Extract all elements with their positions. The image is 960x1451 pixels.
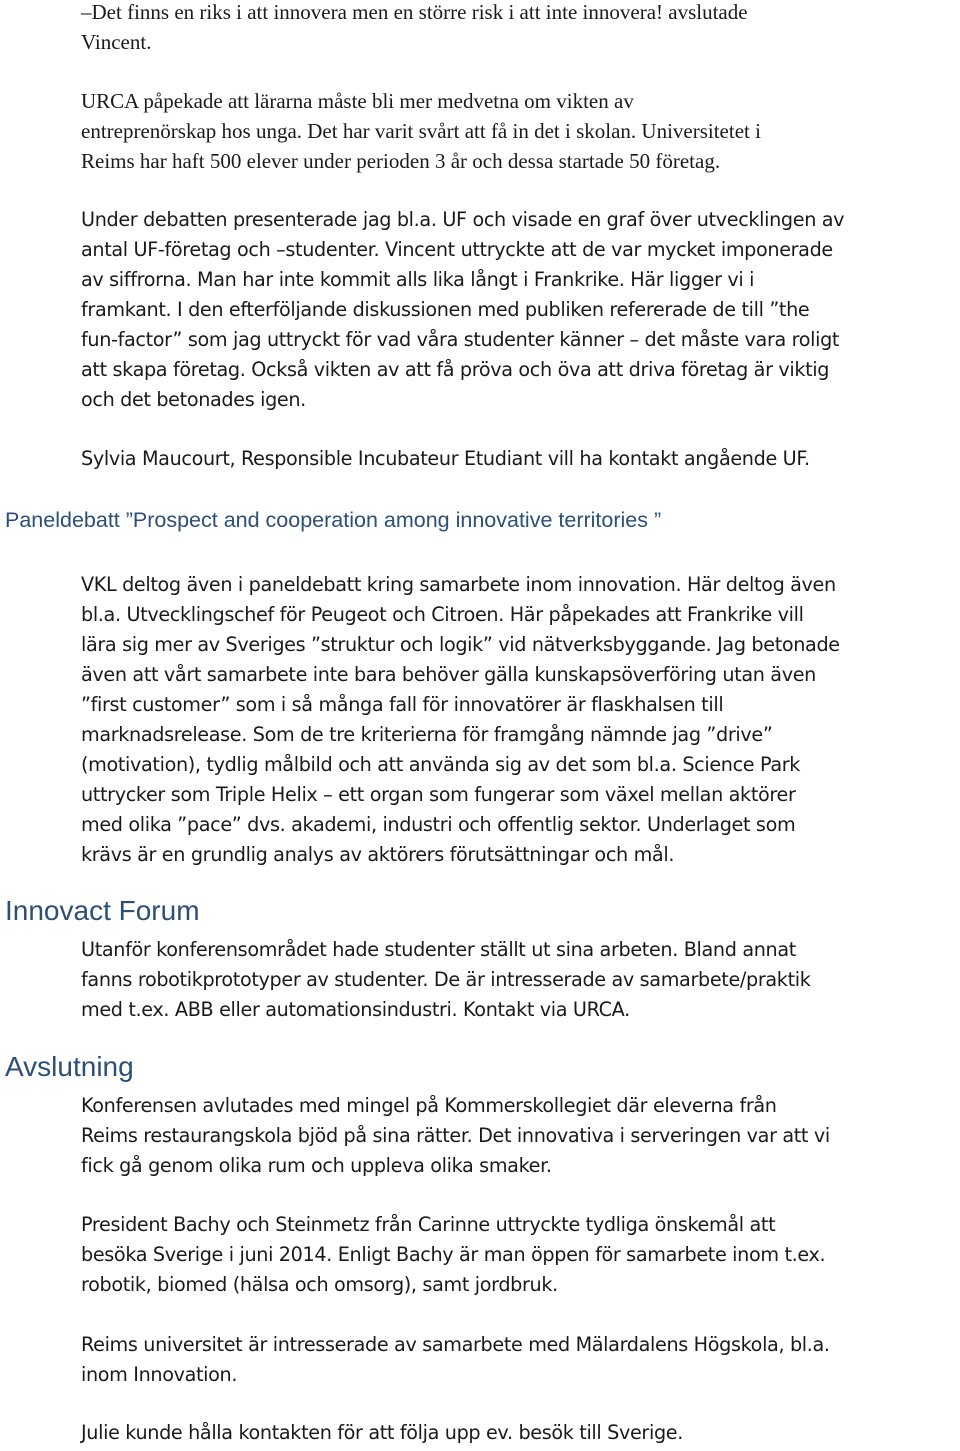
- forum-line-1: Utanför konferensområdet hade studenter ställt ut sina arbeten. Bland annat: [81, 938, 796, 961]
- panel-line-4: även att vårt samarbete inte bara behöver gälla kunskapsöverföring utan även: [81, 663, 816, 686]
- panel-line-6: marknadsrelease. Som de tre kriterierna för framgång nämnde jag ”drive”: [81, 723, 773, 746]
- panel-line-9: med olika ”pace” dvs. akademi, industri och offentlig sektor. Underlaget som: [81, 813, 796, 836]
- closing-p3-line-1: Reims universitet är intresserade av samarbete med Mälardalens Högskola, bl.a.: [81, 1333, 830, 1356]
- closing-heading: Avslutning: [5, 1051, 134, 1082]
- debate-line-4: framkant. I den efterföljande diskussionen med publiken refererade de till ”the: [81, 298, 810, 321]
- closing-p1-line-2: Reims restaurangskola bjöd på sina rätter. Det innovativa i serveringen var att vi: [81, 1124, 830, 1147]
- closing-p2-line-3: robotik, biomed (hälsa och omsorg), samt jordbruk.: [81, 1273, 558, 1296]
- forum-line-2: fanns robotikprototyper av studenter. De är intresserade av samarbete/praktik: [81, 968, 811, 991]
- closing-p1-line-3: fick gå genom olika rum och uppleva olika smaker.: [81, 1154, 552, 1177]
- closing-p2-line-1: President Bachy och Steinmetz från Carinne uttryckte tydliga önskemål att: [81, 1213, 776, 1236]
- debate-line-7: och det betonades igen.: [81, 388, 306, 411]
- closing-p1-line-1: Konferensen avlutades med mingel på Kommerskollegiet där eleverna från: [81, 1094, 777, 1117]
- debate-line-3: av siffrorna. Man har inte kommit alls lika långt i Frankrike. Här ligger vi i: [81, 268, 755, 291]
- urca-line-1: URCA påpekade att lärarna måste bli mer medvetna om vikten av: [81, 89, 634, 113]
- closing-p3-line-2: inom Innovation.: [81, 1363, 238, 1386]
- panel-line-8: uttrycker som Triple Helix – ett organ som fungerar som växel mellan aktörer: [81, 783, 796, 806]
- panel-line-3: lära sig mer av Sveriges ”struktur och logik” vid nätverksbyggande. Jag betonade: [81, 633, 840, 656]
- intro-line-1: –Det finns en riks i att innovera men en större risk i att inte innovera! avslutade: [81, 0, 748, 24]
- debate-line-6: att skapa företag. Också vikten av att få pröva och öva att driva företag är viktig: [81, 358, 830, 381]
- panel-line-5: ”first customer” som i så många fall för innovatörer är flaskhalsen till: [81, 693, 724, 716]
- closing-p2-line-2: besöka Sverige i juni 2014. Enligt Bachy är man öppen för samarbete inom t.ex.: [81, 1243, 826, 1266]
- panel-line-7: (motivation), tydlig målbild och att använda sig av det som bl.a. Science Park: [81, 753, 801, 776]
- debate-line-5: fun-factor” som jag uttryckt för vad våra studenter känner – det måste vara roligt: [81, 328, 840, 351]
- debate-line-2: antal UF-företag och –studenter. Vincent uttryckte att de var mycket imponerade: [81, 238, 833, 261]
- closing-p4-line-1: Julie kunde hålla kontakten för att följa upp ev. besök till Sverige.: [81, 1421, 683, 1444]
- forum-heading: Innovact Forum: [5, 895, 200, 926]
- panel-heading: Paneldebatt ”Prospect and cooperation among innovative territories ”: [5, 508, 662, 532]
- urca-line-3: Reims har haft 500 elever under perioden 3 år och dessa startade 50 företag.: [81, 149, 721, 173]
- sylvia-line: Sylvia Maucourt, Responsible Incubateur Etudiant vill ha kontakt angående UF.: [81, 447, 810, 470]
- forum-line-3: med t.ex. ABB eller automationsindustri. Kontakt via URCA.: [81, 998, 630, 1021]
- panel-line-1: VKL deltog även i paneldebatt kring samarbete inom innovation. Här deltog även: [81, 573, 836, 596]
- panel-line-10: krävs är en grundlig analys av aktörers förutsättningar och mål.: [81, 843, 675, 866]
- intro-line-2: Vincent.: [81, 30, 152, 54]
- debate-line-1: Under debatten presenterade jag bl.a. UF och visade en graf över utvecklingen av: [81, 208, 845, 231]
- panel-line-2: bl.a. Utvecklingschef för Peugeot och Citroen. Här påpekades att Frankrike vill: [81, 603, 804, 626]
- urca-line-2: entreprenörskap hos unga. Det har varit svårt att få in det i skolan. Universitetet i: [81, 119, 761, 143]
